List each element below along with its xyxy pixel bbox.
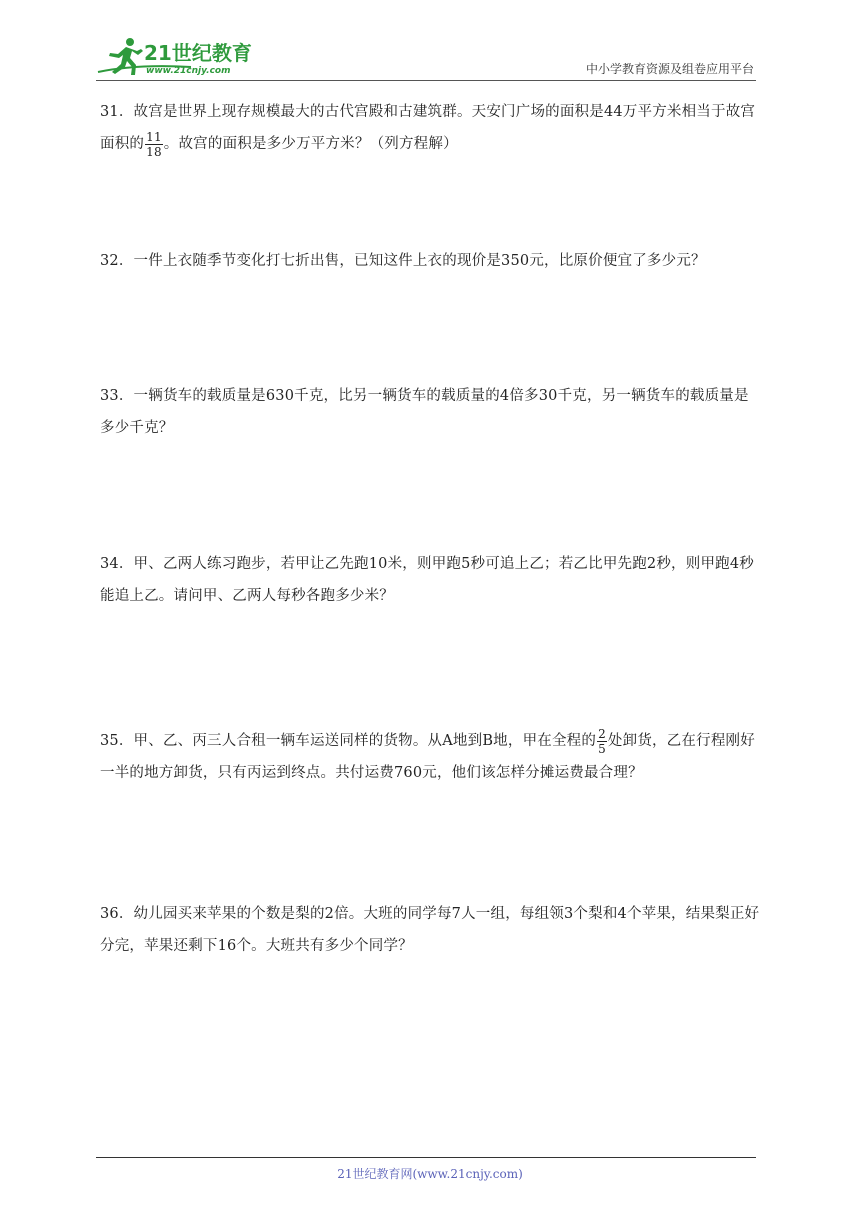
logo-main-text: 21世纪教育	[144, 41, 252, 65]
question-32	[100, 245, 760, 277]
footer-divider	[96, 1157, 756, 1158]
fraction-denominator: 5	[598, 741, 606, 756]
question-text: 34．甲、乙两人练习跑步，若甲让乙先跑10米，则甲跑5秒可追上乙；若乙比甲先跑2秒，则甲跑4秒能追上乙。请问甲、乙两人每秒各跑多少米？	[100, 556, 754, 604]
site-logo	[96, 34, 266, 78]
question-text: 。故宫的面积是多少万平方米？（列方程解）	[163, 136, 458, 152]
question-text: 31．故宫是世界上现存规模最大的古代宫殿和古建筑群。天安门广场的面积是44万平方米相当于故宫面积的	[100, 104, 756, 152]
question-text: 33．一辆货车的载质量是630千克，比另一辆货车的载质量的4倍多30千克，另一辆货车的载质量是多少千克？	[100, 388, 749, 436]
question-text: 36．幼儿园买来苹果的个数是梨的2倍。大班的同学每7人一组，每组领3个梨和4个苹果，结果梨正好分完，苹果还剩下16个。大班共有多少个同学？	[100, 906, 760, 954]
question-text: 处卸货，乙在行程刚好一半的地方卸货，只有丙运到终点。共付运费760元，他们该怎样分摊运费最合理？	[100, 733, 755, 781]
fraction	[597, 728, 607, 755]
fraction	[145, 131, 163, 158]
question-36	[100, 898, 760, 962]
fraction-numerator: 2	[598, 726, 606, 741]
question-31	[100, 96, 760, 160]
logo-sub-text: www.21cnjy.com	[146, 66, 231, 76]
question-text: 35．甲、乙、丙三人合租一辆车运送同样的货物。从A地到B地，甲在全程的	[100, 733, 597, 749]
question-35	[100, 725, 760, 789]
platform-label: 中小学教育资源及组卷应用平台	[585, 62, 754, 76]
question-text: 32．一件上衣随季节变化打七折出售，已知这件上衣的现价是350元，比原价便宜了多少元？	[100, 253, 706, 269]
question-34	[100, 548, 760, 612]
question-33	[100, 380, 760, 444]
fraction-denominator: 18	[146, 144, 162, 159]
page-header	[96, 30, 756, 81]
fraction-numerator: 11	[146, 129, 162, 144]
footer-text[interactable]: 21世纪教育网(www.21cnjy.com)	[337, 1167, 523, 1181]
